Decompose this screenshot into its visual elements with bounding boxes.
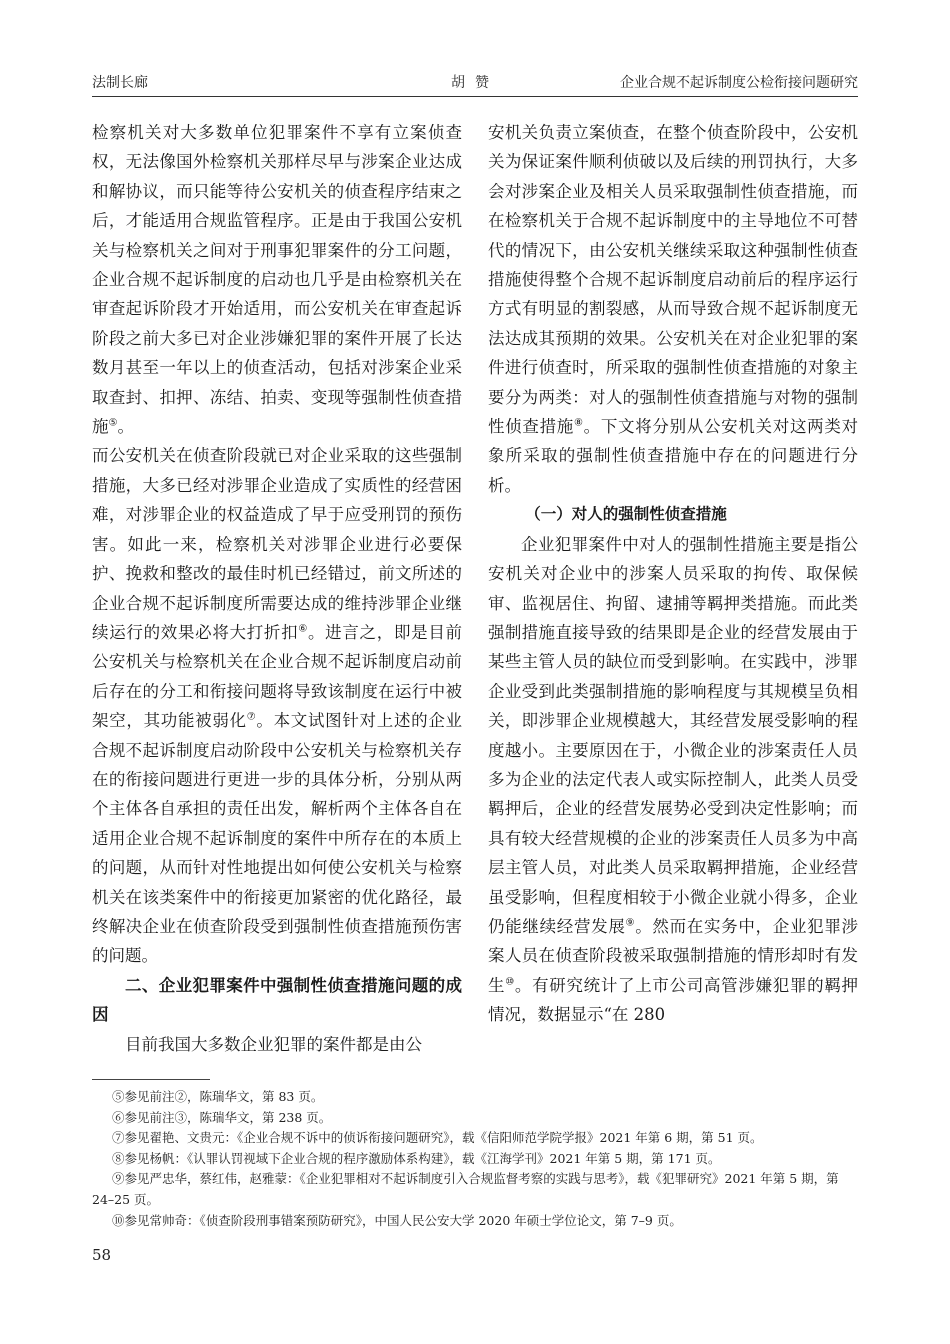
author-name: 胡赞: [451, 75, 499, 91]
footnote: ⑩参见常帅奇：《侦查阶段刑事错案预防研究》，中国人民公安大学 2020 年硕士学位论文，第 7–9 页。: [112, 1212, 682, 1228]
body-paragraph: 而公安机关在侦查阶段就已对企业采取的这些强制措施，大多已经对涉罪企业造成了实质性的经营困难，对涉罪企业的权益造成了早于应受刑罚的预伤害。如此一来，检察机关对涉罪企业进行必要保护、挽救和整改的最佳时机已经错过，前文所述的企业合规不起诉制度所需要达成的维持涉罪企业继续运行的效果必将大打折扣⑥。进言之，即是目前公安机关与检察机关在企业合规不起诉制度启动前后存在的分工和衔接问题将导致该制度在运行中被架空，其功能被弱化⑦。本文试图针对上述的企业合规不起诉制度启动阶段中公安机关与检察机关存在的衔接问题进行更进一步的具体分析，分别从两个主体各自承担的责任出发，解析两个主体各自在适用企业合规不起诉制度的案件中所存在的本质上的问题，从而针对性地提出如何使公安机关与检察机关在该类案件中的衔接更加紧密的优化路径，最终解决企业在侦查阶段受到强制性侦查措施预伤害的问题。: [92, 446, 463, 966]
journal-section: 法制长廊: [92, 75, 148, 91]
footnote: ⑨参见严忠华，蔡红伟，赵雅蒙：《企业犯罪相对不起诉制度引入合规监督考察的实践与思考》，载《犯罪研究》2021 年第 5 期，第 24–25 页。: [92, 1171, 839, 1207]
section-heading: 二、企业犯罪案件中强制性侦查措施问题的成因: [92, 975, 462, 1025]
footnote: ⑦参见翟艳、文贵元：《企业合规不诉中的侦诉衔接问题研究》，载《信阳师范学院学报》2021 年第 6 期，第 51 页。: [112, 1130, 763, 1146]
footnote-ref[interactable]: ⑦: [246, 711, 257, 723]
body-paragraph: 企业犯罪案件中对人的强制性措施主要是指公安机关对企业中的涉案人员采取的拘传、取保候审、监视居住、拘留、逮捕等羁押类措施。而此类强制措施直接导致的结果即是企业的经营发展由于某些主管人员的缺位而受到影响。在实践中，涉罪企业受到此类强制措施的影响程度与其规模呈负相关，即涉罪企业规模越大，其经营发展受影响的程度越小。主要原因在于，小微企业的涉案责任人员多为企业的法定代表人或实际控制人，此类人员受羁押后，企业的经营发展势必受到决定性影响；而具有较大经营规模的企业的涉案责任人员多为中高层主管人员，对此类人员采取羁押措施，企业经营虽受影响，但程度相较于小微企业就小得多，企业仍能继续经营发展⑨。然而在实务中，企业犯罪涉案人员在侦查阶段被采取强制措施的情形却时有发生⑩。有研究统计了上市公司高管涉嫌犯罪的羁押情况，数据显示“在 280: [488, 534, 859, 1025]
footnotes: [92, 1087, 858, 1231]
footnote-ref[interactable]: ⑧: [573, 417, 584, 429]
header-rule: [92, 96, 858, 97]
footnote: ⑥参见前注③，陈瑞华文，第 238 页。: [112, 1109, 332, 1125]
left-column: [92, 118, 462, 1059]
body-paragraph: 目前我国大多数企业犯罪的案件都是由公: [125, 1034, 422, 1054]
running-header: [92, 68, 858, 94]
body-paragraph: 检察机关对大多数单位犯罪案件不享有立案侦查权，无法像国外检察机关那样尽早与涉案企业达成和解协议，而只能等待公安机关的侦查程序结束之后，才能适用合规监管程序。正是由于我国公安机关与检察机关之间对于刑事犯罪案件的分工问题，企业合规不起诉制度的启动也几乎是由检察机关在审查起诉阶段才开始适用，而公安机关在审查起诉阶段之前大多已对企业涉嫌犯罪的案件开展了长达数月甚至一年以上的侦查活动，包括对涉案企业采取查封、扣押、冻结、拍卖、变现等强制性侦查措施⑤。: [92, 123, 462, 437]
footnote-ref[interactable]: ⑩: [505, 976, 515, 988]
page-number: 58: [92, 1246, 112, 1264]
article-title: 企业合规不起诉制度公检衔接问题研究: [620, 75, 858, 91]
footnote-ref[interactable]: ⑨: [625, 917, 636, 929]
right-column: [488, 118, 858, 1030]
footnote: ⑧参见杨帆：《认罪认罚视域下企业合规的程序激励体系构建》，载《江海学刊》2021 年第 5 期，第 171 页。: [112, 1150, 721, 1166]
body-paragraph: 安机关负责立案侦查，在整个侦查阶段中，公安机关为保证案件顺利侦破以及后续的刑罚执行，大多会对涉案企业及相关人员采取强制性侦查措施，而在检察机关于合规不起诉制度中的主导地位不可替代的情况下，由公安机关继续采取这种强制性侦查措施使得整个合规不起诉制度启动前后的程序运行方式有明显的割裂感，从而导致合规不起诉制度无法达成其预期的效果。公安机关在对企业犯罪的案件进行侦查时，所采取的强制性侦查措施的对象主要分为两类：对人的强制性侦查措施与对物的强制性侦查措施⑧。下文将分别从公安机关对这两类对象所采取的强制性侦查措施中存在的问题进行分析。: [488, 123, 859, 495]
footnote-ref[interactable]: ⑥: [298, 623, 308, 635]
footnote-rule: [92, 1079, 210, 1080]
subsection-heading: （一）对人的强制性侦查措施: [525, 505, 727, 524]
footnote: ⑤参见前注②，陈瑞华文，第 83 页。: [112, 1089, 324, 1104]
footnote-ref[interactable]: ⑤: [108, 417, 118, 429]
